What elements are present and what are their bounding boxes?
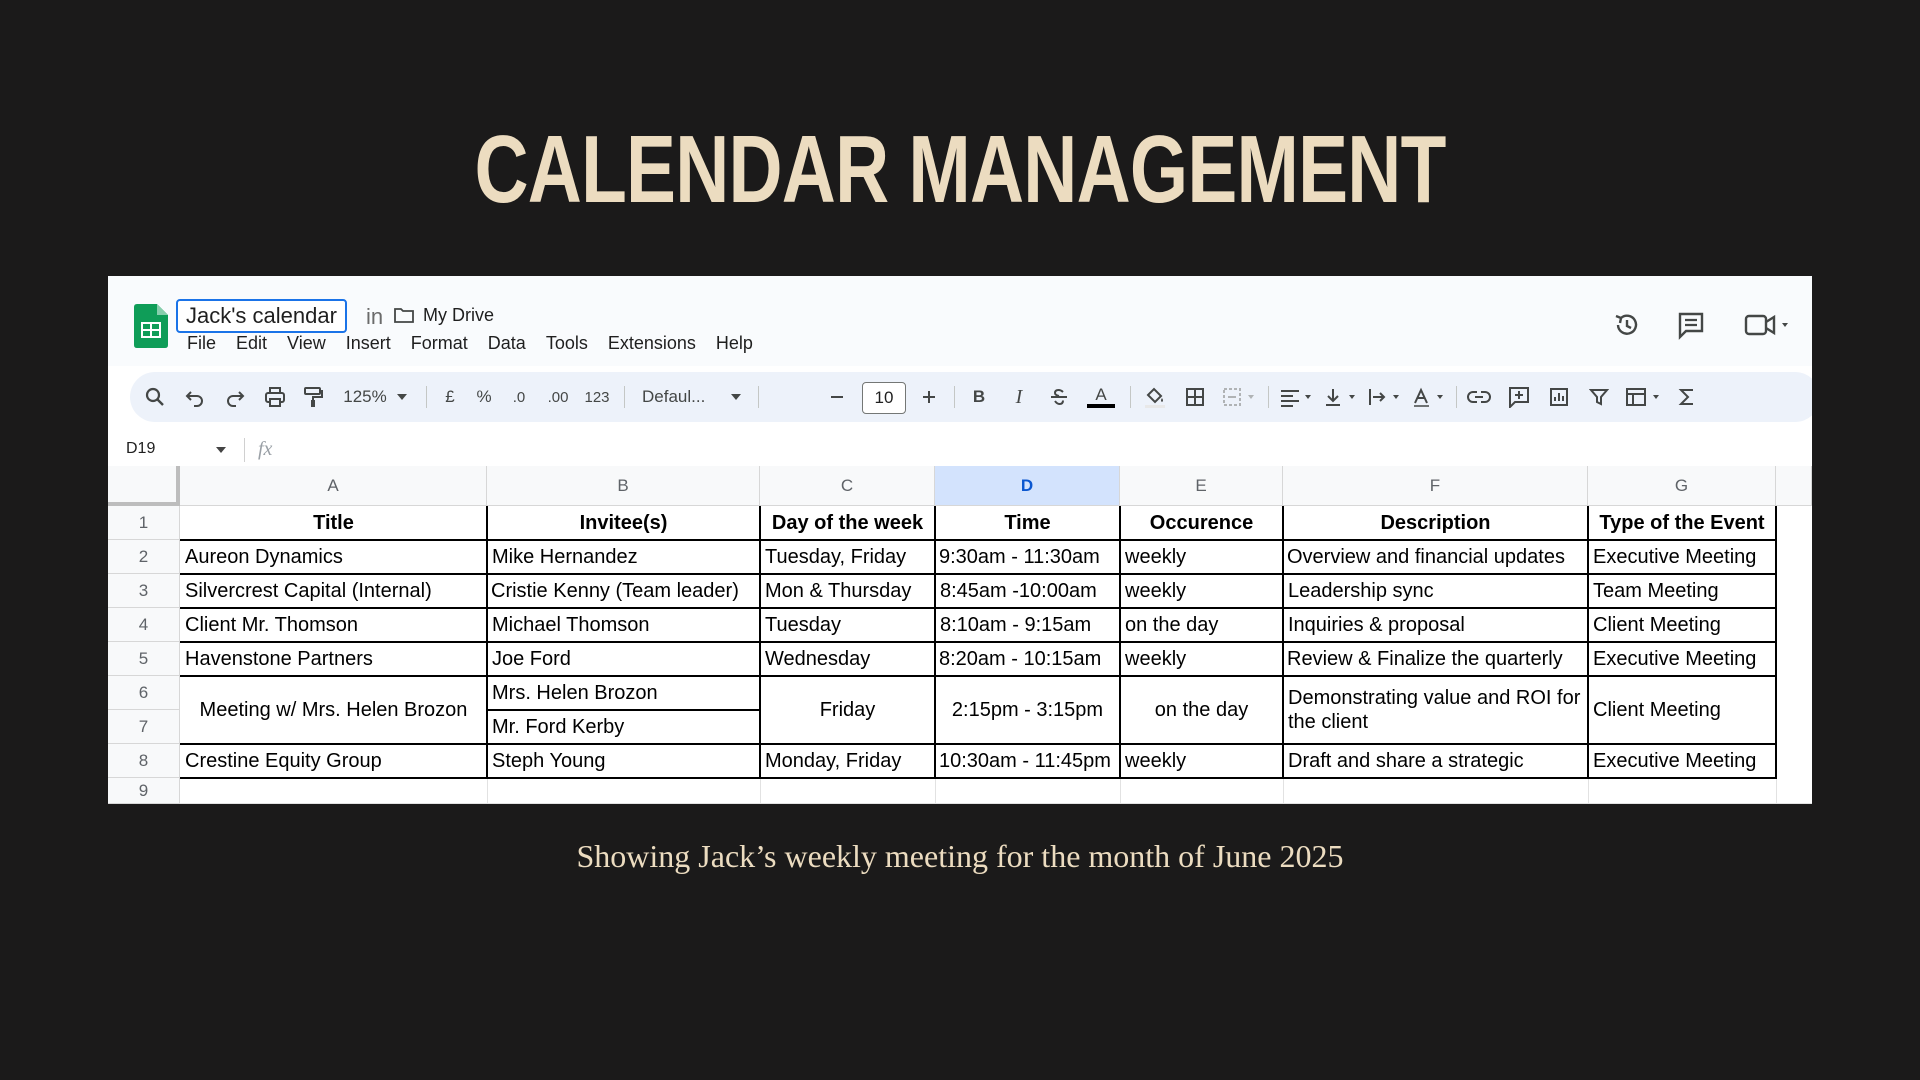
- table-cell[interactable]: Team Meeting: [1593, 579, 1719, 602]
- toolbar-divider: [954, 386, 955, 408]
- table-cell[interactable]: Silvercrest Capital (Internal): [185, 579, 432, 602]
- menu-edit[interactable]: Edit: [236, 333, 268, 353]
- undo-icon[interactable]: [180, 372, 210, 422]
- row-header[interactable]: 7: [108, 710, 180, 744]
- print-icon[interactable]: [260, 372, 290, 422]
- slide-caption: Showing Jack’s weekly meeting for the month of June 2025: [576, 838, 1344, 874]
- table-border: [180, 573, 1777, 575]
- row-header[interactable]: 1: [108, 506, 180, 540]
- table-border: [180, 607, 1777, 609]
- merge-cells-icon[interactable]: [1218, 372, 1262, 422]
- fx-icon: fx: [258, 438, 273, 460]
- menu-data[interactable]: Data: [487, 333, 526, 353]
- table-cell[interactable]: Mike Hernandez: [492, 545, 638, 568]
- name-box[interactable]: D19: [126, 440, 156, 457]
- table-cell[interactable]: Executive Meeting: [1593, 647, 1757, 670]
- column-header-c[interactable]: C: [760, 466, 935, 506]
- gridline: [935, 778, 936, 804]
- insert-comment-icon[interactable]: [1504, 372, 1534, 422]
- italic-button[interactable]: [1004, 372, 1034, 422]
- table-cell[interactable]: Wednesday: [765, 647, 871, 670]
- table-cell[interactable]: weekly: [1125, 579, 1187, 602]
- merged-cell-day[interactable]: Friday: [819, 698, 876, 721]
- gridline: [1120, 778, 1121, 804]
- menu-view[interactable]: View: [287, 333, 326, 353]
- merged-cell-occurence[interactable]: on the day: [1154, 698, 1249, 721]
- bold-button[interactable]: [964, 372, 994, 422]
- align-icon[interactable]: [1276, 372, 1318, 422]
- in-label: in: [366, 304, 384, 329]
- insert-chart-icon[interactable]: [1544, 372, 1574, 422]
- table-cell[interactable]: Cristie Kenny (Team leader): [491, 579, 739, 602]
- font-select[interactable]: [632, 372, 726, 422]
- menu-bar: [187, 333, 773, 354]
- toolbar-divider: [758, 386, 759, 408]
- table-cell[interactable]: Crestine Equity Group: [185, 749, 382, 772]
- text-color-swatch: [1087, 404, 1115, 408]
- drive-location[interactable]: My Drive: [423, 305, 494, 325]
- table-cell[interactable]: Havenstone Partners: [185, 647, 373, 670]
- table-border: [180, 539, 1777, 541]
- italic-label: I: [1015, 385, 1023, 408]
- table-cell[interactable]: weekly: [1125, 647, 1187, 670]
- table-cell[interactable]: 8:10am - 9:15am: [940, 613, 1092, 636]
- header-cell-title[interactable]: Title: [313, 511, 354, 534]
- menu-help[interactable]: Help: [715, 333, 753, 353]
- doc-header: [108, 276, 1812, 366]
- filter-icon[interactable]: [1584, 372, 1614, 422]
- menu-format[interactable]: Format: [410, 333, 468, 353]
- row-header[interactable]: 9: [108, 778, 180, 804]
- row-header[interactable]: 2: [108, 540, 180, 574]
- merged-cell-time[interactable]: 2:15pm - 3:15pm: [951, 698, 1104, 721]
- borders-icon[interactable]: [1180, 372, 1210, 422]
- slide-title: CALENDAR MANAGEMENT: [474, 116, 1446, 223]
- table-cell[interactable]: Mrs. Helen Brozon: [492, 681, 658, 704]
- link-icon[interactable]: [1464, 372, 1494, 422]
- column-header-d[interactable]: D: [935, 466, 1120, 506]
- toolbar-divider: [1268, 386, 1269, 408]
- minus-icon[interactable]: [822, 372, 852, 422]
- table-cell[interactable]: Client Mr. Thomson: [185, 613, 359, 636]
- row-header[interactable]: 8: [108, 744, 180, 778]
- table-cell[interactable]: Tuesday: [765, 613, 841, 636]
- row-header[interactable]: 6: [108, 676, 180, 710]
- table-border: [180, 743, 1777, 745]
- column-header-h[interactable]: [1776, 466, 1812, 506]
- gridline: [1588, 778, 1589, 804]
- gridline: [180, 803, 1812, 804]
- toolbar-divider: [1130, 386, 1131, 408]
- column-header-b[interactable]: B: [487, 466, 760, 506]
- table-cell[interactable]: Executive Meeting: [1593, 749, 1757, 772]
- menu-tools[interactable]: Tools: [545, 333, 588, 353]
- increase-decimal-button[interactable]: [540, 372, 576, 422]
- doc-title-input[interactable]: Jack's calendar: [176, 299, 347, 333]
- table-view-icon[interactable]: [1622, 372, 1666, 422]
- increase-decimal-label: .00: [547, 388, 569, 406]
- folder-icon[interactable]: [394, 307, 414, 323]
- row-header[interactable]: 5: [108, 642, 180, 676]
- table-cell[interactable]: Overview and financial updates: [1287, 545, 1565, 568]
- decrease-decimal-label: .0: [512, 388, 526, 406]
- merged-cell-type[interactable]: Client Meeting: [1593, 698, 1721, 721]
- select-all-corner[interactable]: [108, 466, 180, 506]
- table-cell[interactable]: Steph Young: [492, 749, 606, 772]
- menu-file[interactable]: File: [187, 333, 217, 353]
- table-cell[interactable]: Mon & Thursday: [765, 579, 912, 602]
- number-format-button[interactable]: [580, 372, 614, 422]
- font-value: Defaul...: [642, 387, 706, 406]
- header-cell-occurence[interactable]: Occurence: [1149, 511, 1254, 534]
- header-cell-day[interactable]: Day of the week: [771, 511, 924, 534]
- table-cell[interactable]: Aureon Dynamics: [185, 545, 343, 568]
- header-cell-description[interactable]: Description: [1380, 511, 1491, 534]
- sheets-logo-icon[interactable]: [134, 304, 168, 348]
- merged-cell-title[interactable]: Meeting w/ Mrs. Helen Brozon: [199, 698, 468, 721]
- meet-video-icon[interactable]: [1744, 310, 1792, 340]
- fill-color-icon[interactable]: [1138, 372, 1172, 422]
- toolbar-divider: [624, 386, 625, 408]
- zoom-value: 125%: [343, 387, 387, 406]
- row-header[interactable]: 4: [108, 608, 180, 642]
- table-border: [487, 709, 760, 711]
- table-cell[interactable]: Draft and share a strategic: [1288, 749, 1524, 772]
- percent-button[interactable]: [470, 372, 498, 422]
- column-header-a[interactable]: A: [180, 466, 487, 506]
- currency-label: £: [445, 387, 455, 406]
- paint-format-icon[interactable]: [298, 372, 328, 422]
- gridline: [1283, 778, 1284, 804]
- table-cell[interactable]: Tuesday, Friday: [765, 545, 907, 568]
- percent-label: %: [476, 387, 492, 406]
- history-icon[interactable]: [1612, 310, 1642, 340]
- menu-insert[interactable]: Insert: [345, 333, 391, 353]
- bold-label: B: [972, 387, 986, 406]
- chevron-down-icon[interactable]: [392, 372, 412, 422]
- column-header-f[interactable]: F: [1283, 466, 1588, 506]
- table-cell[interactable]: weekly: [1125, 545, 1187, 568]
- spreadsheet-screenshot: [108, 276, 1812, 804]
- gridline: [760, 778, 761, 804]
- table-cell[interactable]: Executive Meeting: [1593, 545, 1757, 568]
- table-cell[interactable]: Leadership sync: [1288, 579, 1434, 602]
- vertical-align-icon[interactable]: [1320, 372, 1362, 422]
- strikethrough-icon[interactable]: [1044, 372, 1074, 422]
- toolbar-divider: [426, 386, 427, 408]
- formula-bar-divider: [244, 438, 245, 462]
- table-cell[interactable]: 8:45am -10:00am: [940, 579, 1097, 602]
- text-wrapping-icon[interactable]: [1364, 372, 1406, 422]
- gridline: [1776, 778, 1777, 804]
- header-cell-time[interactable]: Time: [1004, 511, 1051, 534]
- table-cell[interactable]: weekly: [1125, 749, 1187, 772]
- toolbar: [130, 372, 1812, 422]
- table-border: [180, 641, 1777, 643]
- table-cell[interactable]: 9:30am - 11:30am: [939, 545, 1100, 568]
- functions-icon[interactable]: [1672, 372, 1702, 422]
- table-cell[interactable]: Joe Ford: [492, 647, 571, 670]
- redo-icon[interactable]: [220, 372, 250, 422]
- gridline: [487, 778, 488, 804]
- chevron-down-icon[interactable]: [216, 447, 226, 453]
- header-cell-invitees[interactable]: Invitee(s): [579, 511, 668, 534]
- table-cell[interactable]: 8:20am - 10:15am: [939, 647, 1102, 670]
- text-color-label: A: [1095, 385, 1107, 404]
- table-border: [180, 777, 1777, 779]
- table-cell[interactable]: Monday, Friday: [765, 749, 902, 772]
- column-header-e[interactable]: E: [1120, 466, 1283, 506]
- toolbar-divider: [1456, 386, 1457, 408]
- comment-icon[interactable]: [1676, 310, 1706, 340]
- zoom-select[interactable]: [335, 372, 395, 422]
- text-rotation-icon[interactable]: [1408, 372, 1450, 422]
- sheet-grid: [108, 466, 1812, 804]
- table-cell[interactable]: Inquiries & proposal: [1288, 613, 1465, 636]
- decrease-decimal-button[interactable]: [502, 372, 536, 422]
- chevron-down-icon[interactable]: [726, 372, 746, 422]
- text-color-button[interactable]: [1084, 372, 1118, 422]
- merged-cell-description[interactable]: Demonstrating value and ROI for the client: [1288, 687, 1581, 733]
- font-size-input[interactable]: 10: [862, 382, 906, 414]
- menu-extensions[interactable]: Extensions: [607, 333, 696, 353]
- header-cell-type[interactable]: Type of the Event: [1599, 511, 1765, 534]
- table-cell[interactable]: Client Meeting: [1593, 613, 1721, 636]
- table-cell[interactable]: Review & Finalize the quarterly: [1287, 647, 1563, 670]
- table-cell[interactable]: on the day: [1125, 613, 1219, 636]
- row-header[interactable]: 3: [108, 574, 180, 608]
- table-cell[interactable]: 10:30am - 11:45pm: [939, 749, 1111, 772]
- number-format-label: 123: [584, 388, 610, 406]
- column-header-g[interactable]: G: [1588, 466, 1776, 506]
- table-cell[interactable]: Mr. Ford Kerby: [492, 715, 625, 738]
- currency-button[interactable]: [436, 372, 464, 422]
- table-cell[interactable]: Michael Thomson: [492, 613, 650, 636]
- search-icon[interactable]: [140, 372, 170, 422]
- plus-icon[interactable]: [914, 372, 944, 422]
- table-border: [180, 675, 1777, 677]
